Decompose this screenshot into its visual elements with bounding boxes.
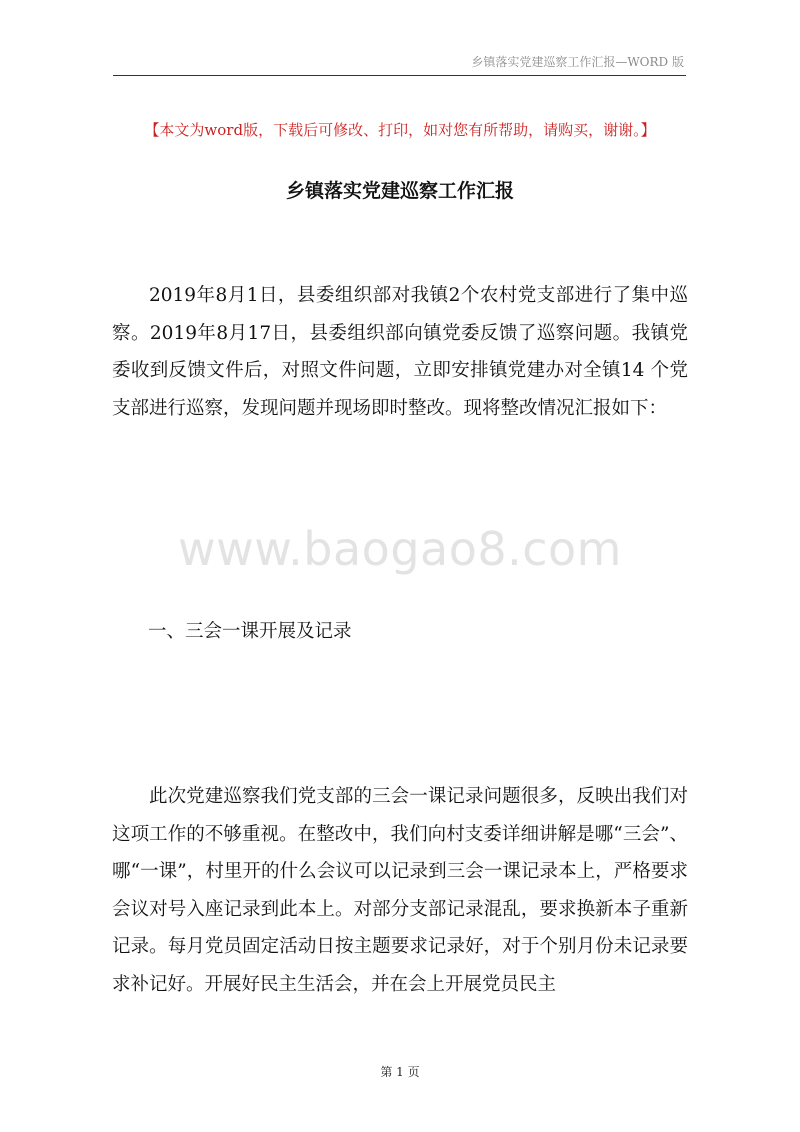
site-watermark: www.baogao8.com (178, 522, 622, 576)
section-heading: 一、三会一课开展及记录 (148, 621, 352, 642)
document-title: 乡镇落实党建巡察工作汇报 (285, 180, 514, 202)
body-paragraph-section-one: 此次党建巡察我们党支部的三会一课记录问题很多，反映出我们对这项工作的不够重视。在整改中，我们向村支委详细讲解是哪“三会”、哪“一课”，村里开的什么会议可以记录到三会一课记录本上，严格要求会议对号入座记录到此本上。对部分支部记录混乱，要求换新本子重新记录。每月党员固定活动日按主题要求记录好，对于个别月份未记录要求补记好。开展好民主生活会，并在会上开展党员民主 (112, 786, 688, 995)
running-header: 乡镇落实党建巡察工作汇报—WORD 版 (471, 55, 684, 69)
body-paragraph-intro: 2019年8月1日，县委组织部对我镇2个农村党支部进行了集中巡察。2019年8月17日，县委组织部向镇党委反馈了巡察问题。我镇党委收到反馈文件后，对照文件问题，立即安排镇党建办对全镇14 个党支部进行巡察，发现问题并现场即时整改。现将整改情况汇报如下： (112, 285, 688, 419)
page-number: 第 1 页 (380, 1065, 420, 1079)
header-divider (113, 75, 686, 76)
download-notice: 【本文为word版，下载后可修改、打印，如对您有所帮助，请购买，谢谢。】 (144, 121, 656, 139)
